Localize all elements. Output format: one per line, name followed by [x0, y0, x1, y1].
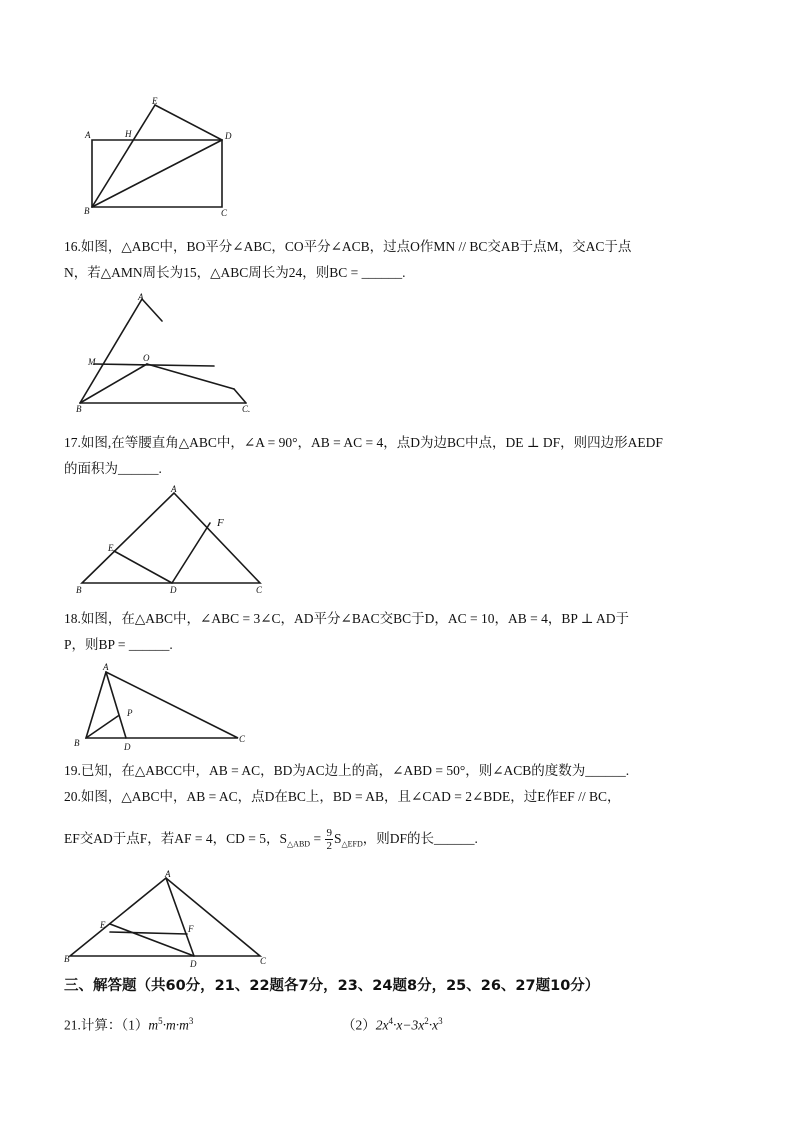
- label-d: D: [124, 742, 131, 752]
- question-20-line1: 20.如图，△ABC中，AB = AC，点D在BC上，BD = AB，且∠CAD = 2∠BDE，过E作EF // BC，: [64, 789, 621, 804]
- q20-frac-num: 9: [326, 827, 332, 840]
- question-18-line2: P，则BP = ______.: [64, 637, 173, 652]
- label-c: C: [260, 956, 267, 966]
- question-17-line2: 的面积为______.: [64, 461, 162, 476]
- q21-label: 21.计算：（1）: [64, 1017, 149, 1033]
- label-a: A: [171, 484, 177, 494]
- question-18-line1: 18.如图，在△ABC中，∠ABC = 3∠C，AD平分∠BAC交BC于D，AC = 10，AB = 4，BP ⊥ AD于: [64, 611, 630, 626]
- q20-sub-abd: △ABD: [287, 839, 311, 849]
- label-p: P: [127, 708, 133, 718]
- label-a: A: [85, 130, 91, 140]
- q20-s: S: [333, 831, 342, 846]
- q20-frac-den: 2: [326, 840, 332, 853]
- label-d: D: [170, 585, 177, 595]
- q20-eq: =: [310, 831, 325, 846]
- question-16-line1: 16.如图，△ABC中，BO平分∠ABC，CO平分∠ACB，过点O作MN // BC交AB于点M，交AC于点: [64, 239, 632, 254]
- label-c: C.: [242, 404, 251, 414]
- question-19: 19.已知，在△ABCC中，AB = AC，BD为AC边上的高，∠ABD = 50°，则∠ACB的度数为______.: [64, 763, 630, 778]
- figure-rectangle-abcd: [80, 95, 240, 220]
- q21-e1-exp1: 5: [158, 1016, 163, 1026]
- question-17-line1: 17.如图,在等腰直角△ABC中，∠A = 90°，AB = AC = 4，点D为边BC中点，DE ⊥ DF，则四边形AEDF: [64, 435, 663, 450]
- label-b: B: [76, 404, 82, 414]
- label-b: B: [76, 585, 82, 595]
- q21-e2-c: ·x: [428, 1017, 439, 1033]
- q21-e2-exp1: 4: [388, 1016, 393, 1026]
- label-d: D: [190, 959, 197, 969]
- label-h: H: [125, 129, 132, 139]
- label-f: F: [217, 517, 224, 529]
- q21-e1-exp2: 3: [188, 1016, 194, 1026]
- label-b: B: [84, 206, 90, 216]
- label-a: A: [165, 869, 171, 879]
- label-e: E: [108, 543, 114, 553]
- question-21-part1: [64, 1010, 193, 1037]
- q21-e1-base: m: [148, 1017, 159, 1033]
- q20-text-a: EF交AD于点F，若AF = 4，CD = 5，S: [64, 831, 288, 846]
- label-e: E: [100, 920, 106, 930]
- figure-q17: [74, 485, 274, 600]
- figure-q18: [72, 660, 252, 752]
- q21-e2-exp3: 3: [438, 1016, 443, 1026]
- figure-q16: [74, 293, 264, 413]
- label-o: O: [143, 353, 150, 363]
- q21-e1-rest: ·m·m: [162, 1017, 189, 1033]
- question-20-line2: [64, 822, 744, 862]
- label-f: F: [188, 924, 194, 934]
- q20-sub-efd: △EFD: [341, 839, 363, 849]
- question-21-part2: [342, 1010, 443, 1037]
- section-3-title: 三、解答题（共60分，21、22题各7分，23、24题8分，25、26、27题10分）: [64, 978, 600, 994]
- label-e: E: [152, 96, 158, 106]
- label-c: C: [256, 585, 263, 595]
- q21-part2-label: （2）: [342, 1017, 376, 1033]
- label-c: C: [221, 208, 228, 218]
- q21-e2-a: 2x: [375, 1017, 389, 1033]
- label-b: B: [74, 738, 80, 748]
- figure-q20: [62, 870, 272, 970]
- label-a: A: [103, 662, 109, 672]
- question-16-line2: N，若△AMN周长为15，△ABC周长为24，则BC = ______.: [64, 265, 406, 280]
- q21-e2-exp2: 2: [424, 1016, 429, 1026]
- q20-text-b: ，则DF的长______.: [362, 831, 478, 846]
- label-m: M: [88, 357, 96, 367]
- label-b: B: [64, 954, 70, 964]
- label-a: A: [138, 292, 144, 302]
- label-c: C: [239, 734, 246, 744]
- label-d: D: [225, 131, 232, 141]
- q21-e2-b: ·x−3x: [393, 1017, 425, 1033]
- q20-fraction: [325, 827, 333, 852]
